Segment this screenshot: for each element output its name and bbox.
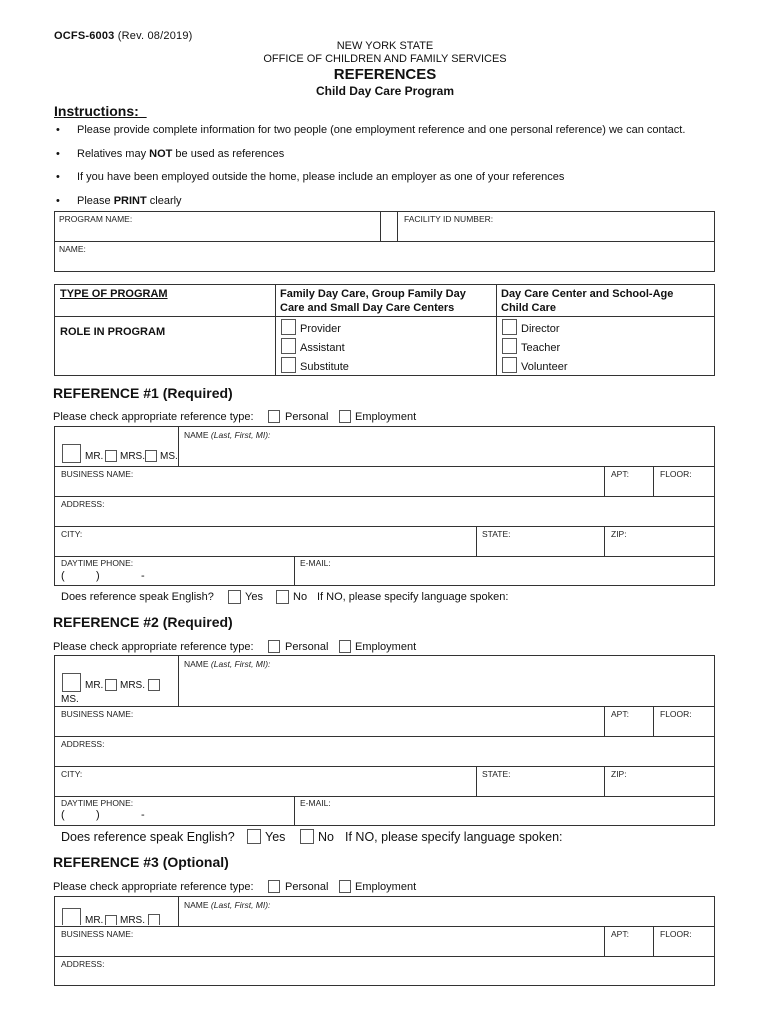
ref2-mrs-checkbox[interactable] (105, 679, 117, 691)
ref2-phone-label: DAYTIME PHONE: (61, 798, 134, 808)
ref2-state-field[interactable] (477, 778, 603, 795)
ref2-employment-checkbox[interactable] (339, 640, 351, 653)
header-office: OFFICE OF CHILDREN AND FAMILY SERVICES (263, 53, 507, 65)
bullet-4: • (56, 195, 60, 207)
ref1-mr-checkbox[interactable] (62, 444, 81, 463)
ref2-floor-field[interactable] (654, 718, 714, 735)
ref2-zip-field[interactable] (605, 778, 714, 795)
ref3-floor-field[interactable] (654, 938, 714, 955)
ref2-address-label: ADDRESS: (61, 739, 105, 749)
ref2-city-label: CITY: (61, 769, 83, 779)
instruction-1: Please provide complete information for two people (one employment reference and one personal reference) we can contact. (77, 124, 686, 136)
ref2-mr-checkbox[interactable] (62, 673, 81, 692)
instruction-2: Relatives may NOT be used as references (77, 148, 285, 160)
ref1-english-question: Does reference speak English? (61, 591, 214, 603)
ref3-employment-label: Employment (355, 881, 417, 893)
ref1-phone-open: ( (61, 570, 65, 582)
ref3-personal-label: Personal (285, 881, 329, 893)
ref1-apt-field[interactable] (605, 478, 652, 495)
ref1-phone-label: DAYTIME PHONE: (61, 558, 134, 568)
ref1-floor-field[interactable] (654, 478, 714, 495)
ref2-type-prompt: Please check appropriate reference type: (53, 641, 254, 653)
ref1-email-label: E-MAIL: (300, 558, 331, 568)
ref1-personal-checkbox[interactable] (268, 410, 280, 423)
ref2-floor-label: FLOOR: (660, 709, 692, 719)
bullet-3: • (56, 171, 60, 183)
ref2-english-yes-checkbox[interactable] (247, 829, 261, 844)
instruction-3: If you have been employed outside the home, please include an employer as one of your references (77, 171, 565, 183)
ref3-salutation-group (55, 897, 177, 925)
ref1-english-no-checkbox[interactable] (276, 590, 289, 604)
ref1-floor-label: FLOOR: (660, 469, 692, 479)
ref1-phone-close: ) (96, 570, 100, 582)
ref2-mrs-label: MRS. (120, 680, 145, 691)
form-subtitle: Child Day Care Program (315, 84, 455, 98)
ref3-mr-label: MR. (85, 915, 104, 925)
ref1-mr-label: MR. (85, 451, 104, 462)
ref1-apt-label: APT: (611, 469, 629, 479)
form-code: OCFS-6003 (Rev. 08/2019) (54, 30, 193, 42)
applicant-name-field[interactable] (55, 254, 714, 271)
instruction-4: Please PRINT clearly (77, 195, 182, 207)
ref3-mrs-checkbox[interactable] (105, 915, 117, 925)
ref1-state-label: STATE: (482, 529, 511, 539)
col1-header-line2: Care and Small Day Care Centers (280, 302, 455, 314)
ref2-name-field[interactable] (180, 669, 714, 705)
ref2-english-question: Does reference speak English? (61, 830, 235, 844)
volunteer-checkbox[interactable] (502, 357, 517, 373)
ref1-address-label: ADDRESS: (61, 499, 105, 509)
ref2-mr-label: MR. (85, 680, 104, 691)
ref3-business-name-label: BUSINESS NAME: (61, 929, 134, 939)
ref2-zip-label: ZIP: (611, 769, 627, 779)
ref1-phone-dash: - (141, 570, 145, 582)
ref1-business-name-label: BUSINESS NAME: (61, 469, 134, 479)
assistant-checkbox[interactable] (281, 338, 296, 354)
substitute-checkbox[interactable] (281, 357, 296, 373)
assistant-label: Assistant (300, 342, 345, 354)
ref2-name-label: NAME (Last, First, MI): (184, 659, 271, 669)
director-label: Director (521, 323, 560, 335)
ref2-address-field[interactable] (55, 748, 714, 765)
volunteer-label: Volunteer (521, 361, 568, 373)
ref2-english-yes-label: Yes (265, 830, 286, 844)
ref1-english-yes-checkbox[interactable] (228, 590, 241, 604)
ref2-language-prompt: If NO, please specify language spoken: (345, 830, 563, 844)
ref1-mrs-checkbox[interactable] (105, 450, 117, 462)
col2-header-line1: Day Care Center and School-Age (501, 288, 674, 300)
director-checkbox[interactable] (502, 319, 517, 335)
ref3-address-field[interactable] (55, 968, 714, 985)
ref3-name-label: NAME (Last, First, MI): (184, 900, 271, 910)
reference-2-heading: REFERENCE #2 (Required) (53, 614, 233, 630)
ref3-floor-label: FLOOR: (660, 929, 692, 939)
ref1-employment-checkbox[interactable] (339, 410, 351, 423)
bullet-1: • (56, 124, 60, 136)
provider-checkbox[interactable] (281, 319, 296, 335)
ref2-apt-field[interactable] (605, 718, 652, 735)
ref3-name-field[interactable] (180, 910, 714, 925)
teacher-checkbox[interactable] (502, 338, 517, 354)
form-title: REFERENCES (333, 66, 437, 83)
ref1-language-prompt: If NO, please specify language spoken: (317, 591, 509, 603)
col1-header-line1: Family Day Care, Group Family Day (280, 288, 466, 300)
ref3-apt-label: APT: (611, 929, 629, 939)
ref1-name-label: NAME (Last, First, MI): (184, 430, 271, 440)
ref3-address-label: ADDRESS: (61, 959, 105, 969)
substitute-label: Substitute (300, 361, 349, 373)
ref2-apt-label: APT: (611, 709, 629, 719)
ref1-zip-label: ZIP: (611, 529, 627, 539)
ref1-city-label: CITY: (61, 529, 83, 539)
ref2-phone-close: ) (96, 809, 100, 821)
type-of-program-label: TYPE OF PROGRAM (60, 288, 168, 300)
ref2-state-label: STATE: (482, 769, 511, 779)
ref2-personal-checkbox[interactable] (268, 640, 280, 653)
ref2-employment-label: Employment (355, 641, 417, 653)
ref2-phone-dash: - (141, 809, 145, 821)
ref1-name-field[interactable] (180, 440, 714, 465)
ref1-phone-field[interactable] (55, 567, 293, 585)
ref3-mr-checkbox[interactable] (62, 908, 81, 925)
ref1-type-prompt: Please check appropriate reference type: (53, 411, 254, 423)
reference-3-heading: REFERENCE #3 (Optional) (53, 854, 229, 870)
facility-id-label: FACILITY ID NUMBER: (404, 214, 494, 224)
ref3-mrs-label: MRS. (120, 915, 145, 925)
ref2-phone-open: ( (61, 809, 65, 821)
ref2-email-field[interactable] (295, 807, 714, 825)
instructions-heading: Instructions:_ (54, 103, 147, 119)
ref1-english-yes-label: Yes (245, 591, 263, 603)
program-name-label: PROGRAM NAME: (59, 214, 133, 224)
provider-label: Provider (300, 323, 341, 335)
bullet-2: • (56, 148, 60, 160)
ref1-city-field[interactable] (55, 538, 475, 555)
ref3-personal-checkbox[interactable] (268, 880, 280, 893)
ref2-business-name-field[interactable] (55, 718, 603, 735)
ref3-business-name-field[interactable] (55, 938, 603, 955)
ref1-email-field[interactable] (295, 567, 714, 585)
ref1-ms-label: MS. (160, 451, 178, 462)
ref1-employment-label: Employment (355, 411, 417, 423)
ref2-business-name-label: BUSINESS NAME: (61, 709, 134, 719)
ref1-ms-checkbox[interactable] (145, 450, 157, 462)
teacher-label: Teacher (521, 342, 561, 354)
applicant-name-label: NAME: (59, 244, 86, 254)
ref3-type-prompt: Please check appropriate reference type: (53, 881, 254, 893)
header-state: NEW YORK STATE (336, 40, 434, 52)
ref2-ms-checkbox[interactable] (148, 679, 160, 691)
ref1-english-no-label: No (293, 591, 308, 603)
facility-id-field[interactable] (398, 224, 714, 240)
ref3-ms-checkbox[interactable] (148, 914, 160, 925)
ref2-phone-field[interactable] (55, 807, 293, 825)
ref1-zip-field[interactable] (605, 538, 714, 555)
ref1-business-name-field[interactable] (55, 478, 603, 495)
ref3-apt-field[interactable] (605, 938, 652, 955)
role-in-program-label: ROLE IN PROGRAM (60, 326, 166, 338)
ref2-personal-label: Personal (285, 641, 329, 653)
ref2-english-no-label: No (318, 830, 334, 844)
ref1-address-field[interactable] (55, 508, 714, 525)
ref2-email-label: E-MAIL: (300, 798, 331, 808)
ref2-english-no-checkbox[interactable] (300, 829, 314, 844)
program-name-field[interactable] (55, 224, 379, 240)
ref1-mrs-label: MRS. (120, 451, 145, 462)
ref3-employment-checkbox[interactable] (339, 880, 351, 893)
reference-1-heading: REFERENCE #1 (Required) (53, 385, 233, 401)
ref1-state-field[interactable] (477, 538, 603, 555)
ref2-city-field[interactable] (55, 778, 475, 795)
col2-header-line2: Child Care (501, 302, 557, 314)
ref1-personal-label: Personal (285, 411, 329, 423)
ref2-ms-label: MS. (61, 694, 79, 705)
